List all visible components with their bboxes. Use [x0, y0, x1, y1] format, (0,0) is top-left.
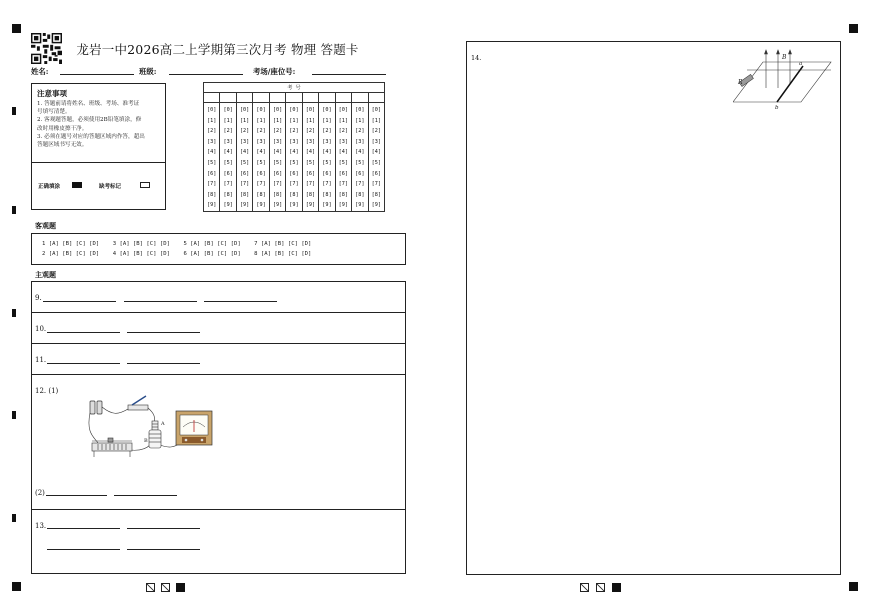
exam-digit-bubble[interactable]: [9] — [371, 202, 381, 209]
exam-digit-bubble[interactable]: [7] — [207, 181, 217, 188]
missing-mark-box[interactable] — [140, 182, 150, 188]
rod-a-label: a — [799, 61, 803, 67]
subjective-section-label: 主观题 — [35, 270, 56, 279]
exam-digit-bubble[interactable]: [0] — [256, 107, 266, 113]
exam-number-write-cell[interactable] — [269, 93, 285, 103]
question-12-1-label: 12. (1) — [35, 387, 59, 395]
exam-digit-bubble[interactable]: [4] — [305, 149, 316, 156]
wire — [89, 413, 98, 443]
exam-digit-bubble[interactable]: [3] — [322, 138, 332, 145]
question-13-answer-line-4[interactable] — [127, 549, 200, 550]
name-field[interactable] — [60, 67, 134, 75]
exam-digit-bubble[interactable]: [4] — [207, 149, 217, 156]
side-mark — [12, 206, 16, 214]
exam-digit-bubble[interactable]: [7] — [289, 181, 299, 188]
coil-a-label: A — [161, 421, 165, 427]
exam-number-digit-column — [236, 103, 252, 212]
question-10-label: 10. — [35, 325, 47, 333]
exam-digit-bubble[interactable]: [0] — [272, 107, 283, 113]
exam-digit-bubble[interactable]: [6] — [289, 170, 299, 177]
question-14-answer-box[interactable] — [466, 41, 841, 575]
correct-fill-sample — [72, 182, 82, 188]
exam-digit-bubble[interactable]: [2] — [289, 128, 299, 135]
exam-digit-bubble[interactable]: [3] — [272, 138, 283, 145]
exam-digit-bubble[interactable]: [5] — [223, 159, 233, 166]
row-divider — [31, 509, 406, 510]
exam-digit-bubble[interactable]: [9] — [256, 202, 266, 209]
question-11-answer-line-2[interactable] — [127, 363, 200, 364]
question-12-2-answer-line-1[interactable] — [46, 495, 107, 496]
question-13-answer-line-2[interactable] — [127, 528, 200, 529]
exam-digit-bubble[interactable]: [6] — [322, 170, 332, 177]
notice-body — [37, 100, 163, 149]
question-9-answer-line-1[interactable] — [43, 301, 116, 302]
exam-digit-bubble[interactable]: [3] — [223, 138, 233, 145]
exam-digit-bubble[interactable]: [1] — [355, 117, 365, 124]
exam-digit-bubble[interactable]: [5] — [322, 159, 332, 166]
row-divider — [31, 312, 406, 313]
notice-line: 答题区域书写无效。 — [37, 142, 88, 149]
exam-digit-bubble[interactable]: [9] — [322, 202, 332, 209]
exam-digit-bubble[interactable]: [4] — [355, 149, 365, 156]
exam-digit-bubble[interactable]: [9] — [355, 202, 365, 209]
exam-digit-bubble[interactable]: [6] — [207, 170, 217, 177]
exam-digit-bubble[interactable]: [7] — [223, 181, 233, 188]
objective-row-1[interactable]: 1 [A] [B] [C] [D] 3 [A] [B] [C] [D] 5 [A] [B] [C] [D] 7 [A] [B] [C] [D] — [42, 241, 312, 247]
exam-number-digit-column — [319, 103, 335, 212]
exam-digit-bubble[interactable]: [3] — [239, 138, 250, 145]
exam-digit-bubble[interactable]: [2] — [305, 128, 316, 135]
page-marker-box — [580, 583, 589, 592]
exam-digit-bubble[interactable]: [5] — [256, 159, 266, 166]
exam-number-write-cell[interactable] — [368, 93, 384, 103]
exam-digit-bubble[interactable]: [8] — [272, 191, 283, 198]
exam-digit-bubble[interactable]: [5] — [338, 159, 349, 166]
exam-digit-bubble[interactable]: [5] — [239, 159, 250, 166]
question-9-answer-line-2[interactable] — [124, 301, 197, 302]
exam-digit-bubble[interactable]: [7] — [256, 181, 266, 188]
exam-digit-bubble[interactable]: [5] — [272, 159, 283, 166]
exam-digit-bubble[interactable]: [2] — [355, 128, 365, 135]
exam-digit-bubble[interactable]: [0] — [371, 107, 381, 113]
page-title: 龙岩一中2026高二上学期第三次月考 物理 答题卡 — [76, 42, 359, 57]
exam-digit-bubble[interactable]: [4] — [223, 149, 233, 156]
exam-digit-bubble[interactable]: [2] — [371, 128, 381, 135]
question-13-label: 13. — [35, 522, 47, 530]
question-14-label: 14. — [471, 54, 482, 62]
exam-number-digit-column — [335, 103, 351, 212]
exam-digit-bubble[interactable]: [9] — [207, 202, 217, 209]
exam-digit-bubble[interactable]: [0] — [223, 107, 233, 113]
row-divider — [31, 343, 406, 344]
circuit-diagram-figure — [88, 393, 216, 461]
exam-digit-bubble[interactable]: [1] — [305, 117, 316, 124]
corner-mark-bottom-left — [12, 582, 21, 591]
exam-digit-bubble[interactable]: [7] — [239, 181, 250, 188]
exam-digit-bubble[interactable]: [0] — [322, 107, 332, 113]
objective-section-label: 客观题 — [35, 221, 56, 230]
exam-number-digit-column — [204, 103, 220, 212]
exam-number-write-cell[interactable] — [352, 93, 368, 103]
exam-digit-bubble[interactable]: [5] — [371, 159, 381, 166]
exam-digit-bubble[interactable]: [1] — [256, 117, 266, 124]
exam-digit-bubble[interactable]: [2] — [207, 128, 217, 135]
question-9-label: 9. — [35, 294, 42, 302]
exam-digit-bubble[interactable]: [7] — [355, 181, 365, 188]
coil-b-label: B — [144, 438, 148, 444]
objective-answer-box — [31, 233, 406, 265]
exam-digit-bubble[interactable]: [3] — [355, 138, 365, 145]
magnetic-rail-diagram — [733, 48, 833, 110]
exam-digit-bubble[interactable]: [2] — [322, 128, 332, 135]
exam-digit-bubble[interactable]: [7] — [305, 181, 316, 188]
side-mark — [12, 309, 16, 317]
exam-number-write-cell[interactable] — [220, 93, 236, 103]
objective-row-2[interactable]: 2 [A] [B] [C] [D] 4 [A] [B] [C] [D] 6 [A] [B] [C] [D] 8 [A] [B] [C] [D] — [42, 251, 312, 257]
exam-digit-bubble[interactable]: [5] — [355, 159, 365, 166]
page-marker-box — [161, 583, 170, 592]
question-11-answer-line-1[interactable] — [47, 363, 120, 364]
switch-icon — [128, 396, 148, 410]
seat-label: 考场/座位号: — [253, 67, 296, 76]
exam-digit-bubble[interactable]: [0] — [239, 107, 250, 113]
wire — [130, 445, 150, 450]
exam-digit-bubble[interactable]: [9] — [239, 202, 250, 209]
corner-mark-top-right — [849, 24, 858, 33]
exam-digit-bubble[interactable]: [8] — [305, 191, 316, 198]
notice-box — [31, 83, 166, 210]
exam-number-write-cell[interactable] — [286, 93, 302, 103]
exam-number-write-cell[interactable] — [204, 93, 220, 103]
exam-digit-bubble[interactable]: [6] — [239, 170, 250, 177]
wire — [102, 407, 128, 413]
exam-number-grid — [203, 82, 385, 212]
question-11-label: 11. — [35, 356, 47, 364]
exam-digit-bubble[interactable]: [4] — [256, 149, 266, 156]
exam-digit-bubble[interactable]: [1] — [338, 117, 349, 124]
exam-digit-bubble[interactable]: [9] — [305, 202, 316, 209]
side-mark — [12, 411, 16, 419]
exam-number-write-cell[interactable] — [319, 93, 335, 103]
exam-digit-bubble[interactable]: [7] — [322, 181, 332, 188]
exam-digit-bubble[interactable]: [3] — [338, 138, 349, 145]
exam-digit-bubble[interactable]: [4] — [239, 149, 250, 156]
question-9-answer-line-3[interactable] — [204, 301, 277, 302]
page-marker-box — [146, 583, 155, 592]
exam-digit-bubble[interactable]: [3] — [289, 138, 299, 145]
exam-digit-bubble[interactable]: [9] — [289, 202, 299, 209]
exam-digit-bubble[interactable]: [6] — [305, 170, 316, 177]
page-marker-fill — [176, 583, 185, 592]
exam-digit-bubble[interactable]: [9] — [338, 202, 349, 209]
exam-number-digit-column — [352, 103, 368, 212]
exam-number-digit-column — [368, 103, 384, 212]
exam-digit-bubble[interactable]: [5] — [207, 159, 217, 166]
exam-digit-bubble[interactable]: [0] — [289, 107, 299, 113]
battery-icon — [90, 401, 102, 414]
exam-digit-bubble[interactable]: [4] — [289, 149, 299, 156]
exam-digit-bubble[interactable]: [8] — [207, 191, 217, 198]
seat-field[interactable] — [312, 67, 386, 75]
exam-digit-bubble[interactable]: [1] — [239, 117, 250, 124]
class-label: 班级: — [139, 67, 157, 76]
class-field[interactable] — [169, 67, 243, 75]
exam-digit-bubble[interactable]: [6] — [371, 170, 381, 177]
exam-digit-bubble[interactable]: [2] — [256, 128, 266, 135]
exam-digit-bubble[interactable]: [8] — [322, 191, 332, 198]
row-divider — [31, 374, 406, 375]
corner-mark-bottom-right — [849, 582, 858, 591]
exam-digit-bubble[interactable]: [6] — [256, 170, 266, 177]
exam-digit-bubble[interactable]: [4] — [338, 149, 349, 156]
rheostat-icon — [92, 438, 132, 457]
exam-digit-bubble[interactable]: [8] — [256, 191, 266, 198]
exam-digit-bubble[interactable]: [6] — [272, 170, 283, 177]
exam-digit-bubble[interactable]: [0] — [338, 107, 349, 113]
notice-line: 号填写清楚。 — [37, 109, 71, 116]
exam-digit-bubble[interactable]: [1] — [207, 117, 217, 124]
exam-digit-bubble[interactable]: [5] — [305, 159, 316, 166]
exam-digit-bubble[interactable]: [1] — [371, 117, 381, 124]
side-mark — [12, 107, 16, 115]
name-label: 姓名: — [31, 67, 49, 76]
exam-digit-bubble[interactable]: [8] — [239, 191, 250, 198]
question-13-answer-line-1[interactable] — [47, 528, 120, 529]
missing-mark-label: 缺考标记 — [99, 184, 122, 190]
exam-digit-bubble[interactable]: [0] — [305, 107, 316, 113]
exam-number-write-cell[interactable] — [253, 93, 269, 103]
exam-digit-bubble[interactable]: [7] — [371, 181, 381, 188]
exam-digit-bubble[interactable]: [9] — [223, 202, 233, 209]
notice-line: 改时用橡皮擦干净。 — [37, 125, 88, 132]
exam-digit-bubble[interactable]: [3] — [207, 138, 217, 145]
exam-digit-bubble[interactable]: [7] — [338, 181, 349, 188]
exam-digit-bubble[interactable]: [1] — [322, 117, 332, 124]
student-info-row — [31, 66, 391, 76]
magnetic-field-arrows — [765, 50, 792, 88]
page-marker-box — [596, 583, 605, 592]
correct-fill-label: 正确填涂 — [38, 184, 61, 190]
exam-digit-bubble[interactable]: [1] — [223, 117, 233, 124]
resistor-r-label: R — [738, 79, 743, 86]
exam-digit-bubble[interactable]: [1] — [289, 117, 299, 124]
question-10-answer-line-2[interactable] — [127, 332, 200, 333]
question-12-2-label: (2) — [35, 489, 45, 497]
notice-title: 注意事项 — [37, 89, 67, 98]
exam-number-write-cell[interactable] — [335, 93, 351, 103]
field-b-label: B — [782, 54, 787, 61]
page-marker-fill — [612, 583, 621, 592]
exam-digit-bubble[interactable]: [8] — [338, 191, 349, 198]
exam-digit-bubble[interactable]: [4] — [272, 149, 283, 156]
exam-digit-bubble[interactable]: [8] — [223, 191, 233, 198]
exam-digit-bubble[interactable]: [8] — [371, 191, 381, 198]
exam-digit-bubble[interactable]: [4] — [322, 149, 332, 156]
exam-digit-bubble[interactable]: [2] — [272, 128, 283, 135]
exam-digit-bubble[interactable]: [2] — [338, 128, 349, 135]
exam-digit-bubble[interactable]: [2] — [223, 128, 233, 135]
exam-digit-bubble[interactable]: [0] — [207, 107, 217, 113]
exam-digit-bubble[interactable]: [3] — [371, 138, 381, 145]
exam-digit-bubble[interactable]: [7] — [272, 181, 283, 188]
exam-digit-bubble[interactable]: [3] — [305, 138, 316, 145]
rod-b-label: b — [775, 105, 779, 110]
exam-digit-bubble[interactable]: [9] — [272, 202, 283, 209]
exam-digit-bubble[interactable]: [2] — [239, 128, 250, 135]
question-13-answer-line-3[interactable] — [47, 549, 120, 550]
exam-number-write-cell[interactable] — [302, 93, 318, 103]
exam-number-header: 考 号 — [204, 83, 385, 93]
exam-digit-bubble[interactable]: [0] — [355, 107, 365, 113]
exam-digit-bubble[interactable]: [1] — [272, 117, 283, 124]
exam-number-write-cell[interactable] — [236, 93, 252, 103]
exam-digit-bubble[interactable]: [3] — [256, 138, 266, 145]
notice-line: 3. 必须在题号对应的答题区域内作答，超出 — [37, 133, 145, 140]
exam-digit-bubble[interactable]: [6] — [223, 170, 233, 177]
notice-line: 1. 答题前请将姓名、班级、考场、准考证 — [37, 101, 140, 107]
exam-number-digit-column — [220, 103, 236, 212]
coil-b-icon — [149, 430, 161, 448]
exam-digit-bubble[interactable]: [4] — [371, 149, 381, 156]
exam-digit-bubble[interactable]: [5] — [289, 159, 299, 166]
exam-number-digit-column — [269, 103, 285, 212]
question-10-answer-line-1[interactable] — [47, 332, 120, 333]
exam-digit-bubble[interactable]: [8] — [289, 191, 299, 198]
galvanometer-icon — [176, 411, 212, 445]
notice-divider — [32, 162, 165, 163]
exam-digit-bubble[interactable]: [6] — [355, 170, 365, 177]
question-12-2-answer-line-2[interactable] — [114, 495, 177, 496]
side-mark — [12, 514, 16, 522]
exam-number-digit-column — [286, 103, 302, 212]
exam-digit-bubble[interactable]: [8] — [355, 191, 365, 198]
exam-number-digit-column — [253, 103, 269, 212]
corner-mark-top-left — [12, 24, 21, 33]
notice-line: 2. 客观题答题，必须使用2B铅笔填涂，修 — [37, 117, 142, 124]
exam-digit-bubble[interactable]: [6] — [338, 170, 349, 177]
exam-number-digit-column — [302, 103, 318, 212]
